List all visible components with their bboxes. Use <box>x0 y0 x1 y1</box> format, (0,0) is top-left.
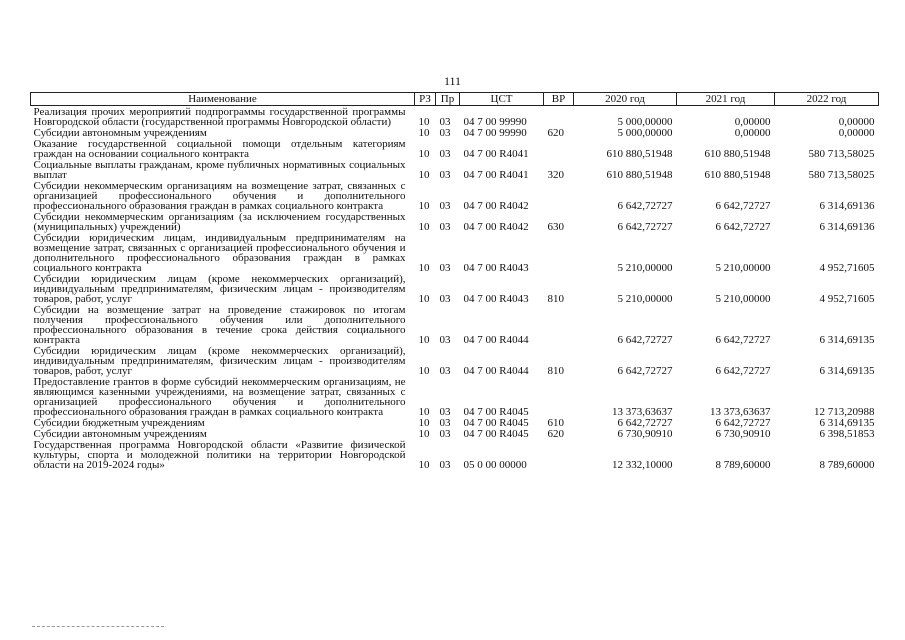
table-row <box>31 439 879 470</box>
row-pr: 03 <box>439 406 451 418</box>
row-name <box>31 376 415 417</box>
row-2020: 6 642,72727 <box>617 365 673 377</box>
row-name <box>31 159 415 180</box>
row-name-text: Оказание государственной социальной помощи отдельным категориям граждан на основании социального контракта <box>33 138 406 160</box>
row-2021: 610 880,51948 <box>704 148 771 160</box>
row-2022: 6 314,69136 <box>819 221 875 233</box>
row-rz: 10 <box>418 293 430 305</box>
row-2021: 6 642,72727 <box>715 334 771 346</box>
header-2021: 2021 год <box>677 93 775 106</box>
row-cst: 05 0 00 00000 <box>463 459 527 471</box>
row-pr: 03 <box>439 221 451 233</box>
row-2022: 6 314,69136 <box>819 200 875 212</box>
row-2020: 6 642,72727 <box>617 334 673 346</box>
row-2020: 5 210,00000 <box>617 262 673 274</box>
row-cst: 04 7 00 R4045 <box>463 417 529 429</box>
table-row <box>31 211 879 232</box>
row-rz: 10 <box>418 200 430 212</box>
table-row <box>31 428 879 439</box>
table-row <box>31 127 879 138</box>
row-2022: 4 952,71605 <box>819 262 875 274</box>
row-2021: 6 642,72727 <box>715 221 771 233</box>
row-name-text: Субсидии юридическим лицам (кроме некоммерческих организаций), индивидуальным предпринимателям, физическим лицам - производителям товаров, работ, услуг <box>33 345 406 377</box>
row-cst: 04 7 00 R4041 <box>463 148 529 160</box>
row-pr: 03 <box>439 334 451 346</box>
row-name <box>31 439 415 470</box>
header-rz: РЗ <box>415 93 436 106</box>
row-pr: 03 <box>439 169 451 181</box>
row-2021: 6 642,72727 <box>715 365 771 377</box>
table-header-row <box>31 93 879 106</box>
row-vr: 620 <box>547 428 564 440</box>
table-row <box>31 159 879 180</box>
row-pr: 03 <box>439 428 451 440</box>
row-vr: 630 <box>547 221 564 233</box>
table-row <box>31 106 879 128</box>
row-name <box>31 304 415 345</box>
row-2020: 6 642,72727 <box>617 200 673 212</box>
row-name <box>31 345 415 376</box>
row-2021: 0,00000 <box>734 127 771 139</box>
row-rz: 10 <box>418 169 430 181</box>
row-2021: 13 373,63637 <box>710 406 771 418</box>
row-2021: 5 210,00000 <box>715 293 771 305</box>
row-name-text: Социальные выплаты гражданам, кроме публичных нормативных социальных выплат <box>33 159 406 181</box>
row-2020: 12 332,10000 <box>612 459 673 471</box>
header-pr: Пр <box>436 93 460 106</box>
row-pr: 03 <box>439 293 451 305</box>
row-cst: 04 7 00 R4042 <box>463 200 529 212</box>
row-2022: 12 713,20988 <box>814 406 875 418</box>
row-2021: 6 642,72727 <box>715 417 771 429</box>
header-2022: 2022 год <box>775 93 879 106</box>
row-vr <box>544 232 574 273</box>
table-row <box>31 232 879 273</box>
row-name-text: Субсидии на возмещение затрат на проведение стажировок по итогам получения профессионального обучения или дополнительного профессионального образования в течение срока действия социального контракта <box>33 304 406 346</box>
row-rz: 10 <box>418 406 430 418</box>
row-2020: 5 000,00000 <box>617 127 673 139</box>
row-name-text: Предоставление грантов в форме субсидий некоммерческим организациям, не являющимся казенными учреждениями, на возмещение затрат, связанных с организацией профессионального обучения и дополнительного профессионального образования граждан в рамках социального контракта <box>33 376 406 418</box>
row-name <box>31 211 415 232</box>
table-row <box>31 273 879 304</box>
row-name-text: Субсидии юридическим лицам, индивидуальным предпринимателям на возмещение затрат, связанных с организацией профессионального обучения и дополнительного профессионального образования граждан в рамках социального контракта <box>33 232 406 274</box>
row-cst: 04 7 00 99990 <box>463 116 527 128</box>
header-vr: ВР <box>544 93 574 106</box>
row-vr <box>544 376 574 417</box>
row-vr: 810 <box>547 365 564 377</box>
row-2020: 5 000,00000 <box>617 116 673 128</box>
row-name-text: Субсидии автономным учреждениям <box>33 428 207 440</box>
page-number: 111 <box>443 74 462 88</box>
row-vr <box>544 138 574 159</box>
table-row <box>31 376 879 417</box>
row-vr <box>544 106 574 128</box>
row-rz: 10 <box>418 221 430 233</box>
row-rz: 10 <box>418 365 430 377</box>
row-name <box>31 106 415 128</box>
row-2021: 8 789,60000 <box>715 459 771 471</box>
row-2022: 6 314,69135 <box>819 365 875 377</box>
row-rz: 10 <box>418 127 430 139</box>
row-name-text: Субсидии некоммерческим организациям (за исключением государственных (муниципальных) учреждений) <box>33 211 406 233</box>
row-2022: 0,00000 <box>838 127 875 139</box>
row-name-text: Субсидии автономным учреждениям <box>33 127 207 139</box>
row-cst: 04 7 00 R4044 <box>463 365 529 377</box>
row-vr <box>544 439 574 470</box>
row-2020: 13 373,63637 <box>612 406 673 418</box>
table-row <box>31 304 879 345</box>
row-pr: 03 <box>439 200 451 212</box>
row-vr: 810 <box>547 293 564 305</box>
row-name <box>31 428 415 439</box>
row-rz: 10 <box>418 334 430 346</box>
row-rz: 10 <box>418 116 430 128</box>
row-name-text: Субсидии юридическим лицам (кроме некоммерческих организаций), индивидуальным предпринимателям, физическим лицам - производителям товаров, работ, услуг <box>33 273 406 305</box>
row-rz: 10 <box>418 262 430 274</box>
row-2020: 610 880,51948 <box>606 148 673 160</box>
row-rz: 10 <box>418 428 430 440</box>
row-pr: 03 <box>439 262 451 274</box>
row-2020: 6 730,90910 <box>617 428 673 440</box>
table-row <box>31 138 879 159</box>
row-2022: 6 398,51853 <box>819 428 875 440</box>
row-2020: 610 880,51948 <box>606 169 673 181</box>
row-pr: 03 <box>439 459 451 471</box>
table-body <box>31 106 879 471</box>
row-2022: 6 314,69135 <box>819 334 875 346</box>
row-name-text: Субсидии бюджетным учреждениям <box>33 417 205 429</box>
row-cst: 04 7 00 R4045 <box>463 406 529 418</box>
row-2022: 4 952,71605 <box>819 293 875 305</box>
row-name <box>31 180 415 211</box>
row-2021: 6 730,90910 <box>715 428 771 440</box>
header-name: Наименование <box>31 93 415 106</box>
row-2020: 5 210,00000 <box>617 293 673 305</box>
row-cst: 04 7 00 R4043 <box>463 262 529 274</box>
row-2021: 6 642,72727 <box>715 200 771 212</box>
row-cst: 04 7 00 R4045 <box>463 428 529 440</box>
row-name-text: Реализация прочих мероприятий подпрограммы государственной программы Новгородской области (государственной программы Новгородской области) <box>33 106 406 128</box>
row-vr <box>544 180 574 211</box>
row-2022: 0,00000 <box>838 116 875 128</box>
row-2020: 6 642,72727 <box>617 417 673 429</box>
row-rz: 10 <box>418 417 430 429</box>
row-2021: 610 880,51948 <box>704 169 771 181</box>
row-2022: 8 789,60000 <box>819 459 875 471</box>
row-name <box>31 417 415 428</box>
row-2022: 580 713,58025 <box>808 169 875 181</box>
row-vr: 620 <box>547 127 564 139</box>
row-pr: 03 <box>439 417 451 429</box>
budget-table <box>30 92 879 470</box>
row-name-text: Субсидии некоммерческим организациям на возмещение затрат, связанных с организацией профессионального обучения и дополнительного профессионального образования граждан в рамках социального контракта <box>33 180 406 212</box>
row-cst: 04 7 00 R4042 <box>463 221 529 233</box>
row-pr: 03 <box>439 116 451 128</box>
row-vr <box>544 304 574 345</box>
row-pr: 03 <box>439 127 451 139</box>
row-name <box>31 127 415 138</box>
row-2021: 0,00000 <box>734 116 771 128</box>
row-pr: 03 <box>439 365 451 377</box>
header-cst: ЦСТ <box>460 93 544 106</box>
row-2021: 5 210,00000 <box>715 262 771 274</box>
header-2020: 2020 год <box>574 93 677 106</box>
row-cst: 04 7 00 R4043 <box>463 293 529 305</box>
row-name <box>31 232 415 273</box>
table-row <box>31 345 879 376</box>
row-cst: 04 7 00 99990 <box>463 127 527 139</box>
row-name <box>31 138 415 159</box>
row-2022: 580 713,58025 <box>808 148 875 160</box>
row-pr: 03 <box>439 148 451 160</box>
row-vr: 610 <box>547 417 564 429</box>
table-row <box>31 417 879 428</box>
row-name-text: Государственная программа Новгородской области «Развитие физической культуры, спорта и молодежной политики на территории Новгородской области на 2019-2024 годы» <box>33 439 406 471</box>
table-row <box>31 180 879 211</box>
row-cst: 04 7 00 R4044 <box>463 334 529 346</box>
row-rz: 10 <box>418 148 430 160</box>
row-name <box>31 273 415 304</box>
row-cst: 04 7 00 R4041 <box>463 169 529 181</box>
row-2020: 6 642,72727 <box>617 221 673 233</box>
row-vr: 320 <box>547 169 564 181</box>
footnote-rule <box>32 626 164 627</box>
row-2022: 6 314,69135 <box>819 417 875 429</box>
row-rz: 10 <box>418 459 430 471</box>
